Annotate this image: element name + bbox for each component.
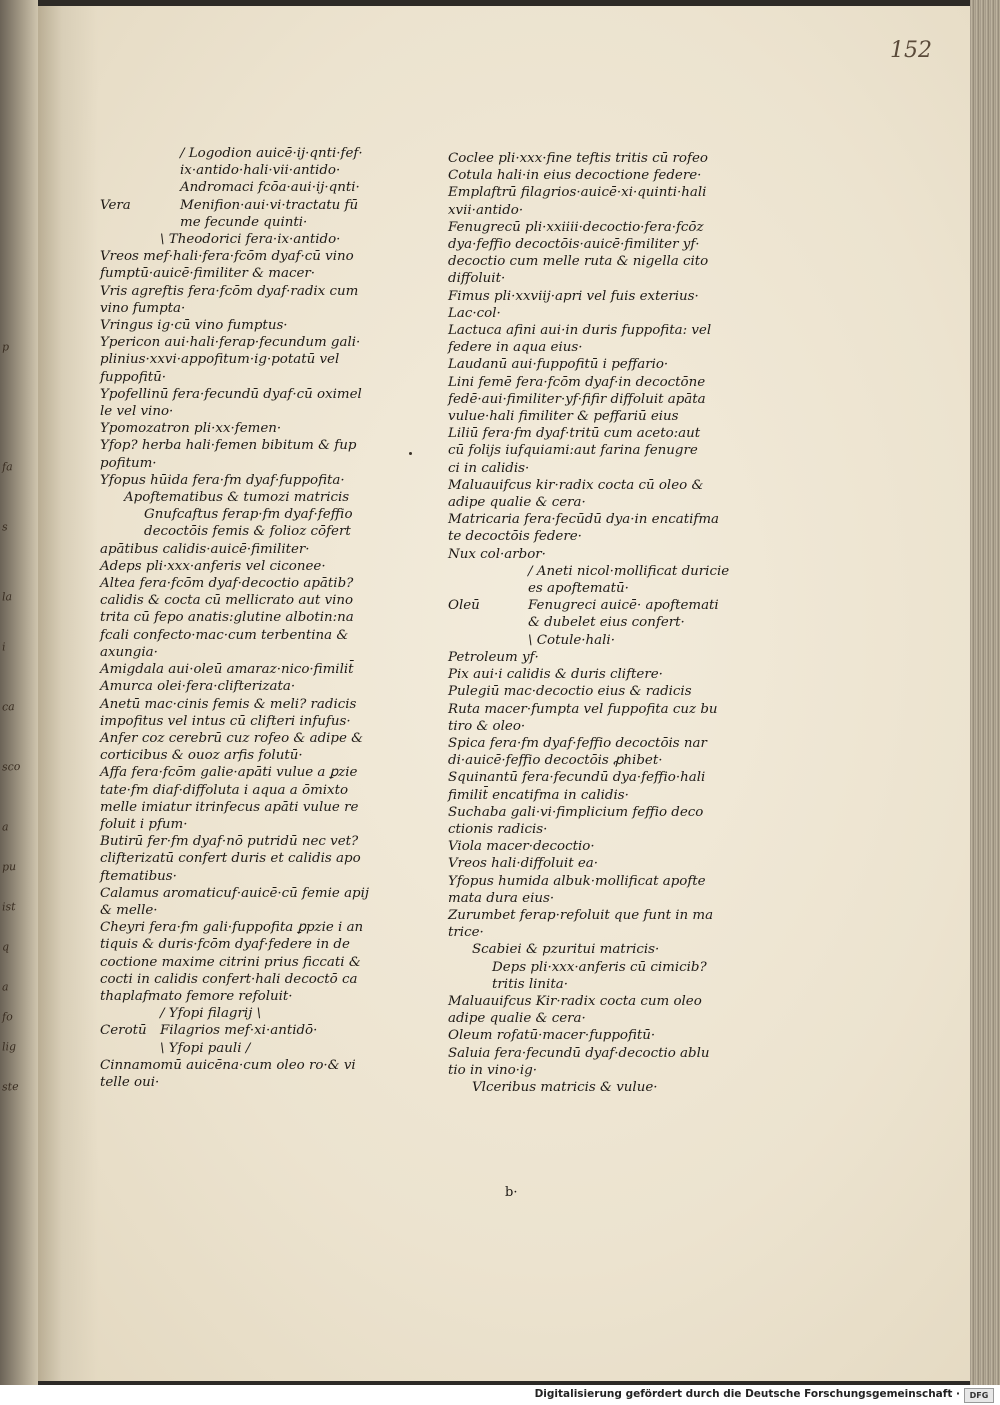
- text-line: te decoctōis federe·: [448, 529, 582, 545]
- text-line: trice·: [448, 925, 484, 941]
- bracket-label: Vera: [100, 197, 131, 213]
- text-line: cocti in calidis confert·hali decoctō ca: [100, 971, 358, 987]
- text-line: Amurca olei·fera·clifterizata·: [100, 679, 296, 695]
- text-line: Petroleum yf·: [448, 649, 539, 665]
- text-line: Ypericon aui·hali·ferap·fecundum gali·: [100, 335, 361, 351]
- text-line: Adeps pli·xxx·anferis vel ciconee·: [100, 558, 326, 574]
- text-line: ctionis radicis·: [448, 821, 548, 837]
- margin-note: ist: [1, 900, 16, 914]
- right-text-column: [448, 150, 748, 1096]
- margin-note: fa: [1, 460, 13, 474]
- text-line: Ruta macer·fumpta vel fuppofita cuz bu: [448, 701, 718, 717]
- bracket-label: Oleū: [448, 598, 480, 614]
- text-line: Anfer coz cerebrū cuz rofeo & adipe &: [100, 730, 364, 746]
- text-line: Ypofellinū fera·fecundū dyaf·cū oximel: [100, 386, 362, 402]
- text-line: Laudanū aui·fuppofitū i peffario·: [448, 357, 669, 373]
- text-line: adipe qualie & cera·: [448, 1011, 586, 1027]
- text-line: Suchaba gali·vi·fimplicium feffio deco: [448, 804, 704, 820]
- margin-note: a: [1, 980, 9, 994]
- footer-bar: [0, 1385, 1000, 1405]
- text-line: corticibus & ouoz arfis folutū·: [100, 748, 303, 764]
- text-line: foluit i pfum·: [100, 816, 188, 832]
- text-line: & melle·: [100, 902, 158, 918]
- signature-mark: b·: [505, 1185, 518, 1200]
- text-line: Matricaria fera·fecūdū dya·in encatifma: [448, 512, 720, 528]
- margin-note: ca: [1, 700, 15, 714]
- text-line: plinius·xxvi·appofitum·ig·potatū vel: [100, 352, 340, 368]
- text-line: Affa fera·fcōm galie·apāti vulue a ꝑzie: [100, 765, 358, 781]
- text-line: Butirū fer·fm dyaf·nō putridū nec vet?: [100, 834, 359, 850]
- text-line: Gnufcaftus ferap·fm dyaf·feffio: [144, 507, 353, 523]
- text-line: fumptū·auicē·fimiliter & macer·: [100, 266, 316, 282]
- text-line: di·auicē·feffio decoctōis ꝓhibet·: [448, 753, 663, 769]
- text-line: vulue·hali fimiliter & peffariū eius: [448, 409, 679, 425]
- bracket-label: Cerotū: [100, 1023, 147, 1039]
- margin-note: lig: [1, 1040, 17, 1054]
- dfg-logo: DFG: [964, 1388, 994, 1403]
- text-line: ci in calidis·: [448, 460, 530, 476]
- gutter-shadow: [38, 6, 98, 1381]
- text-line: Viola macer·decoctio·: [448, 839, 595, 855]
- text-line: le vel vino·: [100, 404, 174, 420]
- margin-note: ste: [1, 1079, 19, 1094]
- folio-number: 152: [890, 38, 932, 63]
- text-line: tiquis & duris·fcōm dyaf·federe in de: [100, 937, 350, 953]
- margin-note: p: [1, 340, 10, 354]
- section-heading: Apoftematibus & tumozi matricis: [124, 490, 350, 506]
- text-line: vino fumpta·: [100, 300, 186, 316]
- text-line: Cinnamomū auicēna·cum oleo ro·& vi: [100, 1057, 356, 1073]
- funding-notice: Digitalisierung gefördert durch die Deutsche Forschungsgemeinschaft ·: [534, 1388, 960, 1400]
- text-line: adipe qualie & cera·: [448, 495, 586, 511]
- text-line: federe in aqua eius·: [448, 340, 583, 356]
- text-line: es apoftematū·: [528, 581, 629, 597]
- text-line: Vreos mef·hali·fera·fcōm dyaf·cū vino: [100, 249, 354, 265]
- text-line: Fenugrecū pli·xxiiii·decoctio·fera·fcōz: [448, 219, 704, 235]
- text-line: Saluia fera·fecundū dyaf·decoctio ablu: [448, 1045, 710, 1061]
- text-line: impofitus vel intus cū clifteri infufus·: [100, 713, 351, 729]
- text-line: dya·feffio decoctōis·auicē·fimiliter yf·: [448, 237, 700, 253]
- text-line: Amigdala aui·oleū amaraz·nico·fimilit̄: [100, 662, 354, 678]
- text-line: Vreos hali·diffoluit ea·: [448, 856, 599, 872]
- text-line: \ Cotule·hali·: [528, 632, 615, 648]
- text-line: trita cū fepo anatis:glutine albotin:na: [100, 610, 354, 626]
- text-line: fedē·aui·fimiliter·yf·fifir diffoluit apāta: [448, 391, 706, 407]
- text-line: thaplafmato femore refoluit·: [100, 988, 293, 1004]
- text-line: ftematibus·: [100, 868, 177, 884]
- text-line: me fecunde quinti·: [180, 214, 308, 230]
- text-line: Andromaci fcōa·aui·ij·qnti·: [180, 180, 360, 196]
- text-line: Maluauifcus kir·radix cocta cū oleo &: [448, 477, 704, 493]
- text-line: tritis linita·: [492, 976, 568, 992]
- margin-note: sco: [1, 759, 21, 774]
- page-stack-edge: [970, 0, 1000, 1385]
- text-line: mata dura eius·: [448, 890, 555, 906]
- text-line: ix·antido·hali·vii·antido·: [180, 163, 341, 179]
- text-line: Nux col·arbor·: [448, 546, 546, 562]
- text-line: Zurumbet ferap·refoluit que funt in ma: [448, 907, 714, 923]
- text-line: Vringus ig·cū vino fumptus·: [100, 318, 288, 334]
- text-line: Pulegiū mac·decoctio eius & radicis: [448, 684, 692, 700]
- margin-note: i: [1, 640, 6, 654]
- text-line: Cotula hali·in eius decoctione federe·: [448, 168, 702, 184]
- text-line: Yfopus hūida fera·fm dyaf·fuppofita·: [100, 472, 345, 488]
- text-line: Vris agreftis fera·fcōm dyaf·radix cum: [100, 283, 359, 299]
- section-heading: Vlceribus matricis & vulue·: [472, 1079, 658, 1095]
- margin-note: q: [1, 940, 10, 954]
- text-line: fcali confecto·mac·cum terbentina &: [100, 627, 349, 643]
- text-line: Lac·col·: [448, 305, 501, 321]
- text-line: Coclee pli·xxx·fine teftis tritis cū rofeo: [448, 151, 708, 166]
- text-line: & dubelet eius confert·: [528, 615, 685, 631]
- text-line: Fimus pli·xxviij·apri vel fuis exterius·: [448, 288, 699, 304]
- text-line: / Aneti nicol·mollificat duricie: [528, 563, 730, 579]
- text-line: Fenugreci auicē· apoftemati: [528, 598, 719, 614]
- text-line: Squinantū fera·fecundū dya·feffio·hali: [448, 770, 706, 786]
- text-line: apātibus calidis·auicē·fimiliter·: [100, 541, 310, 557]
- text-line: Calamus aromaticuf·auicē·cū femie apij: [100, 885, 370, 901]
- text-line: \ Theodorici fera·ix·antido·: [160, 232, 341, 248]
- text-line: coctione maxime citrini prius ficcati &: [100, 954, 361, 970]
- margin-note: pu: [1, 860, 17, 874]
- ink-speck: [409, 452, 412, 455]
- previous-leaf-edge: [0, 0, 38, 1385]
- text-line: Cheyri fera·fm gali·fuppofita ꝑpzie i an: [100, 920, 364, 936]
- text-line: melle imiatur itrinfecus apāti vulue re: [100, 799, 359, 815]
- text-line: / Logodion auicē·ij·qnti·fef·: [180, 146, 363, 161]
- margin-note: a: [1, 820, 9, 834]
- text-line: fuppofitū·: [100, 369, 166, 385]
- text-line: Menifion·aui·vi·tractatu fū: [180, 197, 359, 213]
- text-line: pofitum·: [100, 455, 157, 471]
- text-line: / Yfopi filagrij \: [160, 1006, 262, 1022]
- text-line: Lactuca afini aui·in duris fuppofita: vel: [448, 323, 712, 339]
- text-line: Maluauifcus Kir·radix cocta cum oleo: [448, 993, 702, 1009]
- text-line: Emplaftrū filagrios·auicē·xi·quinti·hali: [448, 185, 707, 201]
- text-line: calidis & cocta cū mellicrato aut vino: [100, 593, 354, 609]
- text-line: tate·fm diaf·diffoluta i aqua a ōmixto: [100, 782, 349, 798]
- text-line: \ Yfopi pauli /: [160, 1040, 251, 1056]
- text-line: Lini femē fera·fcōm dyaf·in decoctōne: [448, 374, 706, 390]
- text-line: cū folijs iufquiami:aut farina fenugre: [448, 443, 698, 459]
- text-line: clifterizatū confert duris et calidis apo: [100, 851, 361, 867]
- text-line: Ypomozatron pli·xx·femen·: [100, 421, 282, 437]
- text-line: tio in vino·ig·: [448, 1062, 538, 1078]
- text-line: xvii·antido·: [448, 202, 524, 218]
- text-line: Anetū mac·cinis femis & meli? radicis: [100, 696, 357, 712]
- text-line: diffoluit·: [448, 271, 506, 287]
- text-line: tiro & oleo·: [448, 718, 526, 734]
- left-text-column: [100, 145, 400, 1091]
- text-line: Filagrios mef·xi·antidō·: [160, 1023, 318, 1039]
- text-line: Spica fera·fm dyaf·feffio decoctōis nar: [448, 735, 707, 751]
- text-line: decoctio cum melle ruta & nigella cito: [448, 254, 709, 270]
- margin-note: la: [1, 590, 13, 604]
- text-line: Yfopus humida albuk·mollificat apofte: [448, 873, 706, 889]
- section-heading: Scabiei & pzuritui matricis·: [472, 942, 660, 958]
- text-line: telle oui·: [100, 1074, 160, 1090]
- text-line: Altea fera·fcōm dyaf·decoctio apātib?: [100, 576, 354, 592]
- text-line: fimilit̄ encatifma in calidis·: [448, 787, 629, 803]
- text-line: Pix aui·i calidis & duris cliftere·: [448, 667, 663, 683]
- text-line: Yfop? herba hali·femen bibitum & fup: [100, 438, 357, 454]
- margin-note: fo: [1, 1010, 13, 1024]
- text-line: axungia·: [100, 644, 158, 660]
- text-line: Deps pli·xxx·anferis cū cimicib?: [492, 959, 707, 975]
- text-line: Liliū fera·fm dyaf·tritū cum aceto:aut: [448, 426, 701, 442]
- margin-note: s: [1, 520, 8, 534]
- text-line: decoctōis femis & folioz cōfert: [144, 524, 351, 540]
- text-line: Oleum rofatū·macer·fuppofitū·: [448, 1028, 656, 1044]
